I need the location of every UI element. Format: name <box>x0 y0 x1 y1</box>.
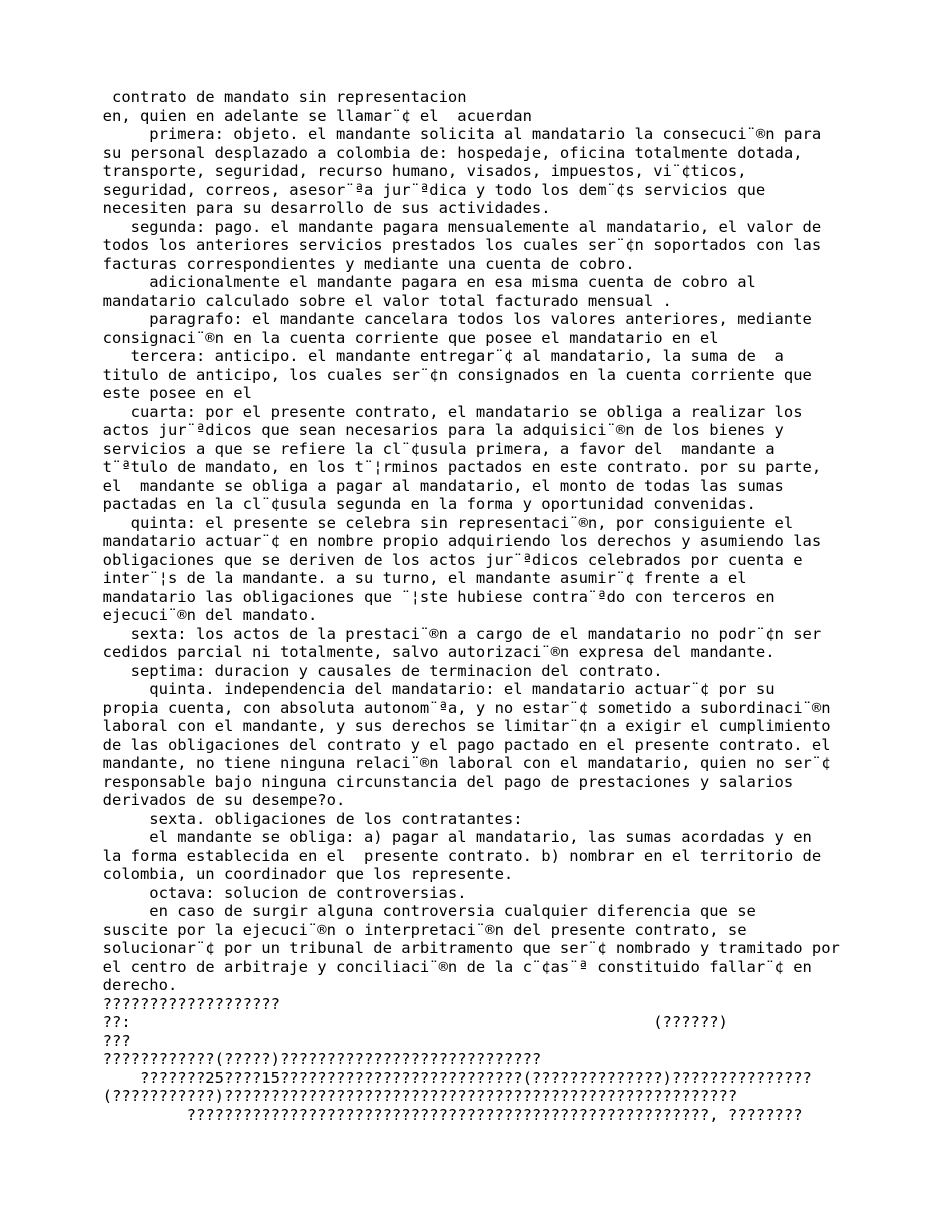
document-line: este posee en el <box>0 384 252 402</box>
document-line: actos jur¨ªdicos que sean necesarios para la adquisici¨®n de los bienes y <box>0 421 784 439</box>
document-line: el mandante se obliga: a) pagar al mandatario, las sumas acordadas y en <box>0 828 812 846</box>
document-line: ????????????(?????)???????????????????????????? <box>0 1050 542 1068</box>
document-line: paragrafo: el mandante cancelara todos los valores anteriores, mediante <box>0 310 812 328</box>
document-line: octava: solucion de controversias. <box>0 883 467 902</box>
document-line: facturas correspondientes y mediante una cuenta de cobro. <box>0 254 635 273</box>
document-line: derivados de su desempe?o. <box>0 791 346 809</box>
document-line: septima: duracion y causales de terminacion del contrato. <box>0 661 663 680</box>
document-line: inter¨¦s de la mandante. a su turno, el mandante asumir¨¢ frente a el <box>0 569 747 587</box>
document-line: laboral con el mandante, y sus derechos se limitar¨¢n a exigir el cumplimiento <box>0 717 831 735</box>
document-line: pactadas en la cl¨¢usula segunda en la forma y oportunidad convenidas. <box>0 495 756 513</box>
document-line: t¨ªtulo de mandato, en los t¨¦rminos pactados en este contrato. por su parte, <box>0 458 822 476</box>
document-line: tercera: anticipo. el mandante entregar¨¢ al mandatario, la suma de a <box>0 347 784 365</box>
document-line: sexta: los actos de la prestaci¨®n a cargo de el mandatario no podr¨¢n ser <box>0 624 822 643</box>
document-line: colombia, un coordinador que los represente. <box>0 865 514 883</box>
document-line: titulo de anticipo, los cuales ser¨¢n consignados en la cuenta corriente que <box>0 365 812 384</box>
document-line: suscite por la ejecuci¨®n o interpretaci¨®n del presente contrato, se <box>0 920 747 939</box>
document-line: quinta: el presente se celebra sin representaci¨®n, por consiguiente el <box>0 513 794 532</box>
document-line: ejecuci¨®n del mandato. <box>0 606 318 624</box>
document-line: adicionalmente el mandante pagara en esa misma cuenta de cobro al <box>0 273 756 291</box>
document-line: responsable bajo ninguna circunstancia del pago de prestaciones y salarios <box>0 772 794 791</box>
document-line: todos los anteriores servicios prestados los cuales ser¨¢n soportados con las <box>0 236 822 254</box>
document-line: contrato de mandato sin representacion <box>0 88 467 106</box>
document-line: su personal desplazado a colombia de: hospedaje, oficina totalmente dotada, <box>0 143 803 162</box>
document-line: obligaciones que se deriven de los actos jur¨ªdicos celebrados por cuenta e <box>0 550 803 569</box>
document-line: solucionar¨¢ por un tribunal de arbitramento que ser¨¢ nombrado y tramitado por <box>0 939 840 957</box>
document-line: ??? <box>0 1031 131 1050</box>
document-line: de las obligaciones del contrato y el pago pactado en el presente contrato. el <box>0 735 831 754</box>
document-line: seguridad, correos, asesor¨ªa jur¨ªdica y todo los dem¨¢s servicios que <box>0 180 766 199</box>
document-line: sexta. obligaciones de los contratantes: <box>0 809 523 828</box>
document-line: cuarta: por el presente contrato, el mandatario se obliga a realizar los <box>0 402 803 421</box>
document-page <box>0 88 950 1124</box>
document-line: servicios a que se refiere la cl¨¢usula primera, a favor del mandante a <box>0 439 775 458</box>
document-line: mandante, no tiene ninguna relaci¨®n laboral con el mandatario, quien no ser¨¢ <box>0 754 831 772</box>
document-line: mandatario actuar¨¢ en nombre propio adquiriendo los derechos y asumiendo las <box>0 532 822 550</box>
document-line: segunda: pago. el mandante pagara mensualemente al mandatario, el valor de <box>0 217 822 236</box>
document-line: ???????25????15??????????????????????????(??????????????)??????????????? <box>0 1068 812 1087</box>
document-line: ??: (??????) <box>0 1013 728 1031</box>
document-line: el mandante se obliga a pagar al mandatario, el monto de todas las sumas <box>0 476 784 495</box>
document-line: mandatario las obligaciones que ¨¦ste hubiese contra¨ªdo con terceros en <box>0 587 775 606</box>
document-line: quinta. independencia del mandatario: el mandatario actuar¨¢ por su <box>0 680 775 698</box>
document-line: en caso de surgir alguna controversia cualquier diferencia que se <box>0 902 756 920</box>
document-line: ??????????????????? <box>0 994 280 1013</box>
document-line: la forma establecida en el presente contrato. b) nombrar en el territorio de <box>0 846 822 865</box>
document-line: en, quien en adelante se llamar¨¢ el acuerdan <box>0 106 532 125</box>
document-line: consignaci¨®n en la cuenta corriente que posee el mandatario en el <box>0 328 719 347</box>
document-line: el centro de arbitraje y conciliaci¨®n de la c¨¢as¨ª constituido fallar¨¢ en <box>0 957 812 976</box>
document-line: necesiten para su desarrollo de sus actividades. <box>0 199 551 217</box>
document-line: derecho. <box>0 976 178 994</box>
document-line: transporte, seguridad, recurso humano, visados, impuestos, vi¨¢ticos, <box>0 162 747 180</box>
document-line: mandatario calculado sobre el valor total facturado mensual . <box>0 291 672 310</box>
document-line: propia cuenta, con absoluta autonom¨ªa, y no estar¨¢ sometido a subordinaci¨®n <box>0 698 831 717</box>
document-line: cedidos parcial ni totalmente, salvo autorizaci¨®n expresa del mandante. <box>0 643 775 661</box>
document-line: ????????????????????????????????????????????????????????, ???????? <box>0 1105 803 1124</box>
document-line: (???????????)??????????????????????????????????????????????????????? <box>0 1087 738 1105</box>
document-line: primera: objeto. el mandante solicita al mandatario la consecuci¨®n para <box>0 125 822 143</box>
